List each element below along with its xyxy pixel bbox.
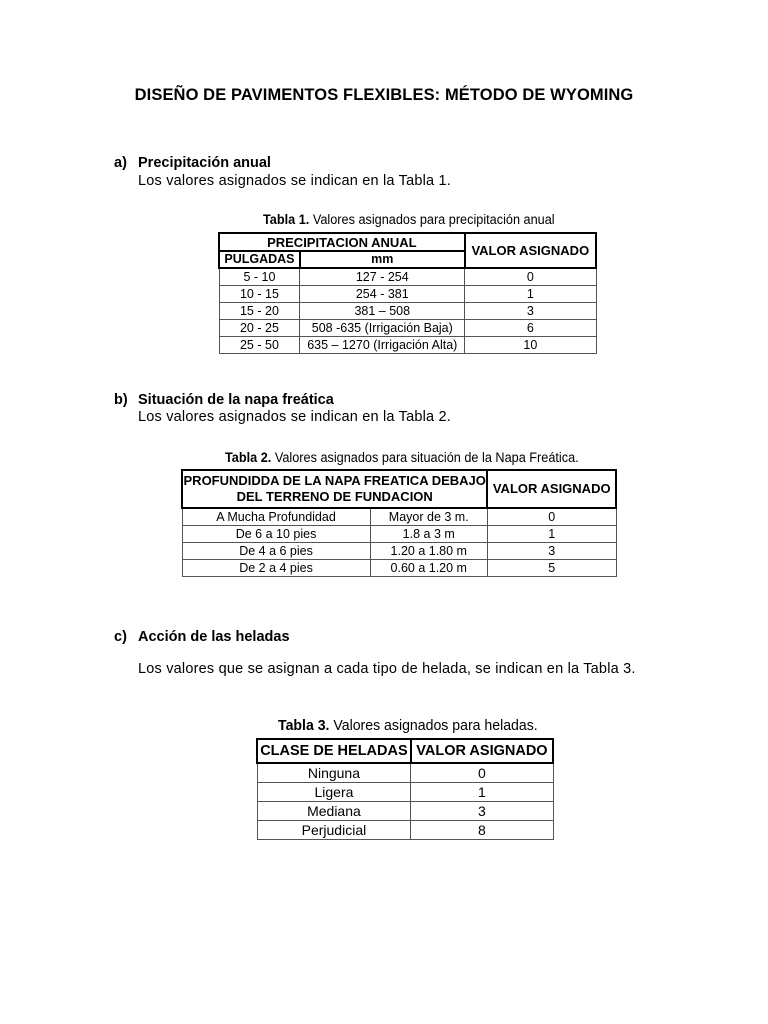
section-heading-text: Precipitación anual [138,155,271,171]
table-cell: 3 [411,802,553,821]
table1-mm-header: mm [300,251,465,268]
table1-group-header: PRECIPITACION ANUAL [219,233,465,251]
table-row [182,543,616,560]
table-cell: 0.60 a 1.20 m [370,560,487,577]
table-cell: 5 - 10 [219,268,300,286]
table-row [219,268,596,286]
table2-caption-text: Valores asignados para situación de la Napa Freática. [271,450,579,465]
table3-value-header: VALOR ASIGNADO [411,739,553,763]
table1-caption-text: Valores asignados para precipitación anual [309,212,555,227]
page-title: DISEÑO DE PAVIMENTOS FLEXIBLES: MÉTODO DE WYOMING [134,86,634,104]
table-cell: 25 - 50 [219,337,300,354]
section-heading-c [114,629,290,645]
table-cell: 8 [411,821,553,840]
precipitation-table [218,232,597,354]
table-cell: 10 - 15 [219,286,300,303]
table-cell: 1 [465,286,596,303]
table-cell: De 2 a 4 pies [182,560,370,577]
table-cell: 381 – 508 [300,303,465,320]
water-table-table [181,469,617,577]
table-cell: 508 -635 (Irrigación Baja) [300,320,465,337]
table-row [219,303,596,320]
table-cell: 635 – 1270 (Irrigación Alta) [300,337,465,354]
table-cell: 0 [411,763,553,783]
section-heading-text: Situación de la napa freática [138,392,334,408]
section-heading-a [114,155,271,171]
table-row [219,320,596,337]
table2-depth-header-line1: PROFUNDIDDA DE LA NAPA FREATICA DEBAJO [183,473,486,489]
section-letter: b) [114,392,128,408]
table2-value-header: VALOR ASIGNADO [487,470,616,508]
table-cell: 3 [465,303,596,320]
table-cell: 3 [487,543,616,560]
table-cell: A Mucha Profundidad [182,508,370,526]
section-text-c: Los valores que se asignan a cada tipo de helada, se indican en la Tabla 3. [138,661,636,677]
table-cell: 5 [487,560,616,577]
section-text-b: Los valores asignados se indican en la Tabla 2. [138,409,452,425]
section-heading-text: Acción de las heladas [138,629,290,645]
table-cell: Mediana [257,802,411,821]
table-cell: 20 - 25 [219,320,300,337]
table-cell: 127 - 254 [300,268,465,286]
table-cell: 0 [465,268,596,286]
table-row [182,560,616,577]
table-row [219,337,596,354]
frost-table [256,738,554,840]
table1-inches-header: PULGADAS [219,251,300,268]
table-row [257,763,553,783]
table1-caption [263,212,555,227]
table-row [257,821,553,840]
table-row [182,526,616,543]
table-cell: 1 [487,526,616,543]
table-cell: 1.8 a 3 m [370,526,487,543]
table-row [257,783,553,802]
section-letter: c) [114,629,127,645]
table2-caption-label: Tabla 2. [225,450,272,465]
table-cell: Perjudicial [257,821,411,840]
table-row [219,286,596,303]
section-text-a: Los valores asignados se indican en la Tabla 1. [138,173,452,189]
table3-caption-text: Valores asignados para heladas. [329,717,538,734]
table-cell: De 6 a 10 pies [182,526,370,543]
table-cell: 0 [487,508,616,526]
table-cell: 15 - 20 [219,303,300,320]
table1-caption-label: Tabla 1. [263,212,310,227]
section-heading-b [114,392,334,408]
table-cell: 1.20 a 1.80 m [370,543,487,560]
table-cell: 254 - 381 [300,286,465,303]
table-cell: 1 [411,783,553,802]
table1-value-header: VALOR ASIGNADO [465,233,596,268]
table2-depth-header-line2: DEL TERRENO DE FUNDACION [236,489,433,504]
table-cell: Ligera [257,783,411,802]
table-row [257,802,553,821]
table3-caption [278,717,538,734]
section-letter: a) [114,155,127,171]
table2-depth-header [182,470,487,508]
table2-caption [225,450,579,465]
table3-caption-label: Tabla 3. [278,717,330,734]
table-cell: Ninguna [257,763,411,783]
table-cell: De 4 a 6 pies [182,543,370,560]
table-row [182,508,616,526]
table3-class-header: CLASE DE HELADAS [257,739,411,763]
table-cell: 6 [465,320,596,337]
table-cell: 10 [465,337,596,354]
table-cell: Mayor de 3 m. [370,508,487,526]
